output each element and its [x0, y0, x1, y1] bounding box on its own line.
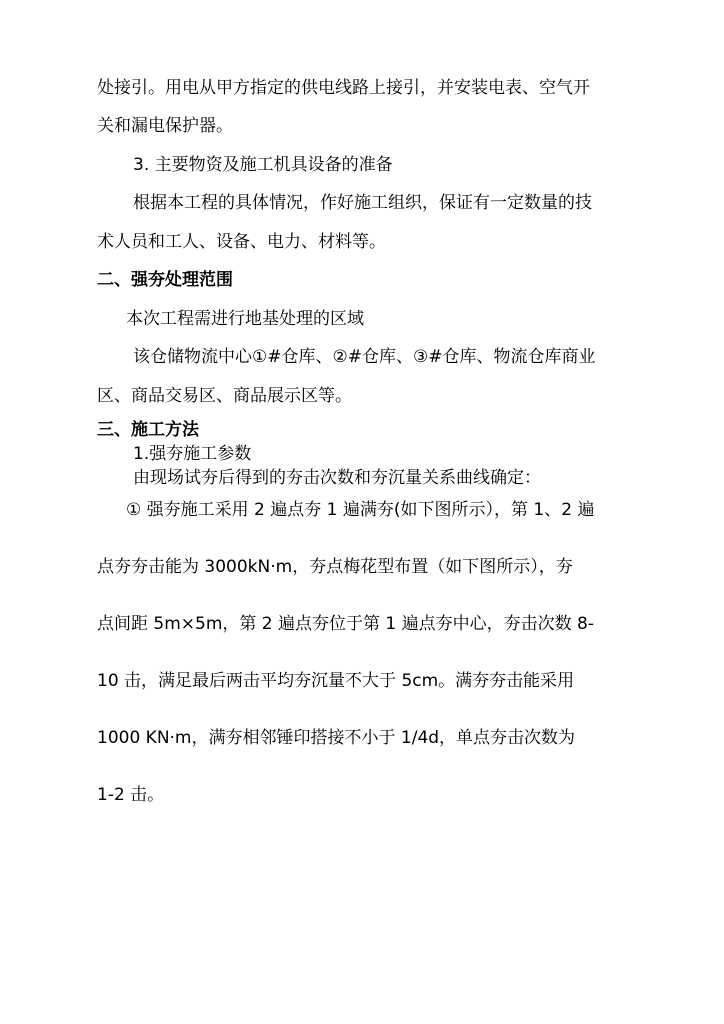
paragraph-line: 该仓储物流中心①#仓库、②#仓库、③#仓库、物流仓库商业 [133, 347, 596, 367]
paragraph-line: 1000 KN·m，满夯相邻锤印搭接不小于 1/4d，单点夯击次数为 [97, 728, 576, 748]
paragraph-line: 区、商品交易区、商品展示区等。 [97, 386, 352, 406]
paragraph-line: ① 强夯施工采用 2 遍点夯 1 遍满夯(如下图所示），第 1、2 遍 [126, 500, 595, 520]
subheading: 3. 主要物资及施工机具设备的准备 [133, 155, 393, 175]
paragraph-line: 由现场试夯后得到的夯击次数和夯沉量关系曲线确定： [133, 468, 541, 488]
paragraph-line: 点夯夯击能为 3000kN·m，夯点梅花型布置（如下图所示），夯 [97, 557, 573, 577]
paragraph-line: 术人员和工人、设备、电力、材料等。 [97, 232, 386, 252]
section-heading: 二、强夯处理范围 [97, 270, 233, 290]
section-heading: 三、施工方法 [97, 420, 199, 440]
paragraph-line: 关和漏电保护器。 [97, 116, 233, 136]
paragraph-line: 10 击，满足最后两击平均夯沉量不大于 5cm。满夯夯击能采用 [97, 671, 575, 691]
paragraph-line: 处接引。用电从甲方指定的供电线路上接引，并安装电表、空气开 [97, 78, 590, 98]
subheading: 1.强夯施工参数 [133, 444, 252, 464]
paragraph-line: 本次工程需进行地基处理的区域 [126, 309, 364, 329]
paragraph-line: 点间距 5m×5m，第 2 遍点夯位于第 1 遍点夯中心，夯击次数 8- [97, 614, 595, 634]
paragraph-line: 1-2 击。 [97, 785, 165, 805]
paragraph-line: 根据本工程的具体情况，作好施工组织，保证有一定数量的技 [133, 193, 592, 213]
